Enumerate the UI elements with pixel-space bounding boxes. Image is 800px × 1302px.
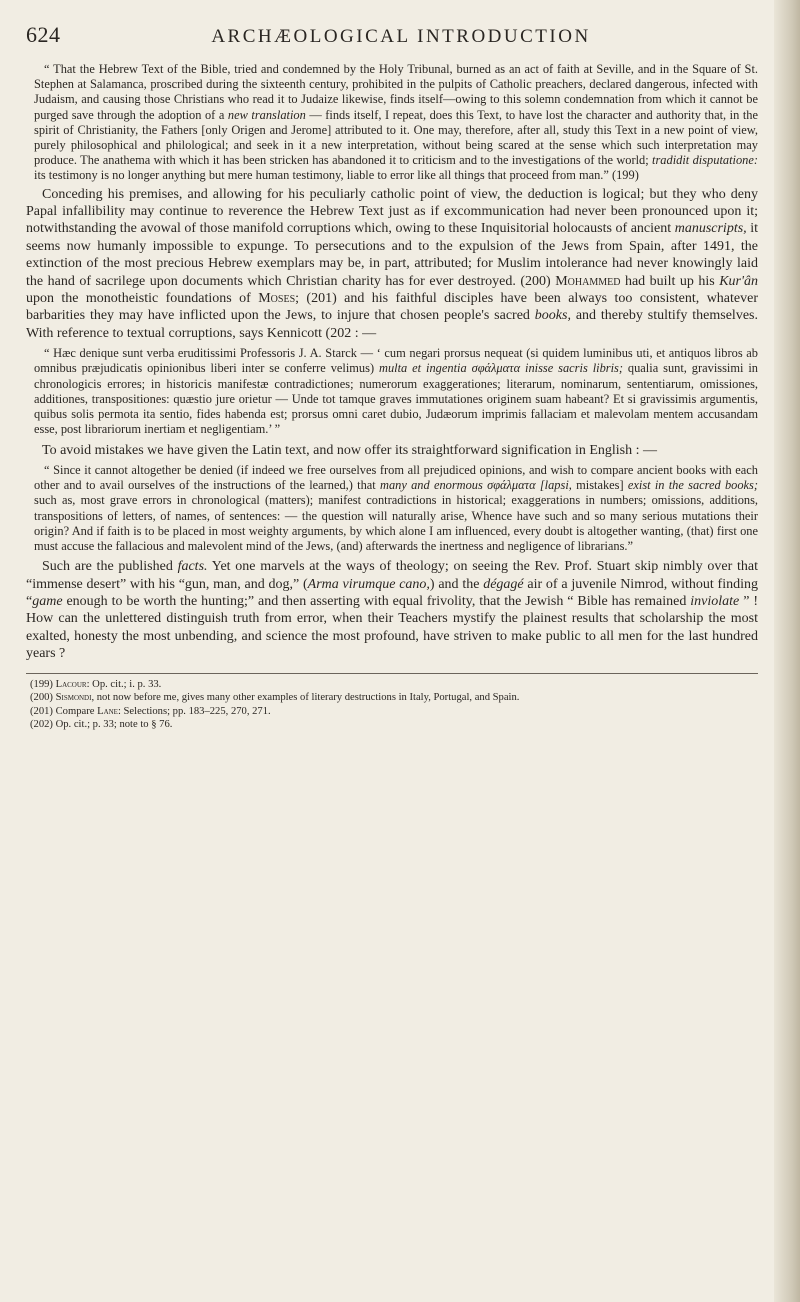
quote-italic-tradidit: tradidit disputatione: xyxy=(652,153,758,168)
italic-inviolate: inviolate xyxy=(690,593,740,609)
page-edge xyxy=(774,0,800,1302)
quote-italic-many-enormous: many and enormous σφάλματα [lapsi, xyxy=(380,478,572,493)
quote-italic-new-translation: new translation xyxy=(227,107,306,122)
footnote-number: (201) xyxy=(30,705,53,717)
paragraph-text: Such are the published xyxy=(42,559,178,575)
italic-books: books, xyxy=(534,308,571,324)
footnote-text: Op. cit.; p. 33; note to § 76. xyxy=(55,719,173,731)
italic-kuran: Kur'ân xyxy=(719,273,758,289)
paragraph-text: Yet one marvels at the ways of theology; on seeing the Rev. Prof. Stuart skip nimbly over that “immense desert” with his “gun, man, and dog,” ( xyxy=(26,559,758,592)
footnotes xyxy=(30,678,758,732)
running-head xyxy=(26,22,758,60)
paragraph-text: ” ! How can the unlettered distinguish truth from error, when their Teachers mystify the plainest results that scholarship the most exalted, honesty the most unbending, and science the most profound, have striven to make public to all men for the last hundred years ? xyxy=(26,593,758,662)
footnote-rule xyxy=(26,673,758,674)
paragraph-text: enough to be worth the hunting;” and then asserting with equal frivolity, that the Jewish “ Bible has remained xyxy=(62,593,691,609)
paragraph-text: and thereby stultify themselves. With reference to textual corruptions, says Kennicott (202 : — xyxy=(26,308,758,341)
italic-arma: Arma virumque cano, xyxy=(307,576,430,592)
footnote-author: Lane xyxy=(97,705,118,717)
quote-english-translation xyxy=(34,463,758,554)
paragraph-text: Conceding his premises, and allowing for his peculiarly catholic point of view, the deduction is logical; but they who deny Papal infallibility may continue to reverence the Hebrew Text just as if excommunication had never been pronounced upon it; notwithstanding the avowal of those manifold corruptions which, owing to these Inquisitorial holocausts of ancient xyxy=(26,186,758,237)
quote-text: “ Hæc denique sunt verba eruditissimi Professoris J. A. Starck — ‘ cum negari prorsus nequeat (si quidem luminibus uti, et antiquos libros ab omnibus præjudicatis opinionibus liberi inter se conferre velimus) xyxy=(34,346,758,376)
footnote-text: : Selections; pp. 183–225, 270, 271. xyxy=(117,705,271,717)
quote-text: “ Since it cannot altogether be denied (if indeed we free ourselves from all prejudiced opinions, and wish to compare ancient books with each other and to avail ourselves of the instructions of the learned,) that xyxy=(34,462,758,493)
quote-text: “ That the Hebrew Text of the Bible, tried and condemned by the Holy Tribunal, burned as an act of faith at Seville, and in the Square of St. Stephen at Salamanca, proscribed during the sixteenth century, prohibited in the pulpits of Catholic preachers, declared dangerous, infected with Judaism, and causing those Christians who read it to Judaize likewise, finds itself—owing to this solemn condemnation from which it cannot be purged save through the adoption of a xyxy=(34,62,758,122)
running-title: ARCHÆOLOGICAL INTRODUCTION xyxy=(211,26,591,47)
italic-game: game xyxy=(32,593,63,609)
footnote-201 xyxy=(30,705,758,719)
paragraph-text: had built up his xyxy=(620,273,720,289)
footnote-number: (199) xyxy=(30,678,53,690)
paragraph-such-are xyxy=(26,558,758,662)
quote-italic-multa: multa et ingentia σφάλματα inisse sacris libris; xyxy=(379,361,623,376)
paragraph-text: upon the monotheistic foundations of xyxy=(26,291,259,307)
footnote-number: (200) xyxy=(30,692,53,704)
page-number: 624 xyxy=(26,22,61,47)
paragraph-text: To avoid mistakes we have given the Latin text, and now offer its straightforward signification in English : — xyxy=(42,442,658,458)
quote-text: such as, most grave errors in chronological (matters); manifest contradictions in historical; exaggerations in numbers; omissions, additions, transpositions of letters, of names, of sentences: — the question will naturally arise, Whence have such and so many serious mutations their origin? And if faith is to be placed in most weighty arguments, by which alone I am influenced, every doubt is altogether wanting, (that) first one must accuse the fallacious and malevolent mind of the Jews, (and) afterwards the inertness and negligence of librarians.” xyxy=(34,493,758,553)
quote-latin-starck xyxy=(34,346,758,437)
footnote-202 xyxy=(30,718,758,732)
paragraph-text: it seems now humanly impossible to expunge. To persecutions and to the expulsion of the Jews from Spain, after 1491, the extinction of the most precious Hebrew exemplars may be, in part, attributed; for Muslim intolerance had never knowingly laid the hand of sacrilege upon documents which Christian charity has for ever destroyed. (200) xyxy=(26,221,758,289)
footnote-199 xyxy=(30,678,758,692)
quote-text: mistakes] xyxy=(571,478,628,493)
quote-italic-exist: exist in the sacred books; xyxy=(627,478,759,493)
quote-text: — finds itself, I repeat, does this Text, to have lost the character and authority that, in the spirit of Christianity, the Fathers [only Origen and Jerome] attributed to it. One may, therefore, after all, study this Text in a new point of view, purely philosophical and philological; and seek in it a new interpretation, without being scared at the sense which such interpretation may produce. The anathema with which it has been stricken has abandoned it to criticism and to the investigations of the world; xyxy=(34,107,759,168)
italic-degage: dégagé xyxy=(483,576,524,592)
footnote-author: Lacour xyxy=(55,678,87,690)
quote-text: its testimony is no longer anything but mere human testimony, liable to error like all things that proceed from man.” (199) xyxy=(34,168,639,183)
footnote-200 xyxy=(30,691,758,705)
quote-text: qualia sunt, gravissimi in chronologicis errores; in historicis manifestæ contradictiones; numerorum exaggerationes; literarum, nominarum, sententiarum, omissiones, additiones, transpositiones: quæstio jure orietur — Unde tot tamque graves immutationes originem suam habeant? Et si gravissimis argumentis, quibus solis permota ita sentio, fides habenda est; prorsus omni caret dubio, Judæorum imprimis fallaciam et malevolam mentem accusandam esse, post librariorum inertiam et negligentiam.’ ” xyxy=(34,361,758,437)
paragraph-text: ) and the xyxy=(429,576,484,592)
footnote-number: (202) xyxy=(30,719,53,731)
italic-manuscripts: manuscripts, xyxy=(674,221,747,237)
paragraph-text: ; (201) and his faithful disciples have been always too consistent, whatever barbarities they may have inflicted upon the Jews, to injure that chosen people's sacred xyxy=(26,291,758,324)
paragraph-text: air of a juvenile Nimrod, without finding “ xyxy=(26,576,758,609)
footnote-text: , not now before me, gives many other examples of literary destructions in Italy, Portugal, and Spain. xyxy=(91,692,520,704)
smallcaps-moses: Moses xyxy=(258,291,296,307)
footnote-text: Compare xyxy=(55,705,98,717)
paragraph-conceding xyxy=(26,186,758,343)
italic-facts: facts. xyxy=(177,559,208,575)
footnote-author: Sismondi xyxy=(55,692,92,704)
quote-hebrew-text xyxy=(34,62,758,184)
paragraph-avoid-mistakes xyxy=(26,442,758,459)
footnote-text: : Op. cit.; i. p. 33. xyxy=(86,678,162,690)
smallcaps-mohammed: Mohammed xyxy=(555,273,621,289)
